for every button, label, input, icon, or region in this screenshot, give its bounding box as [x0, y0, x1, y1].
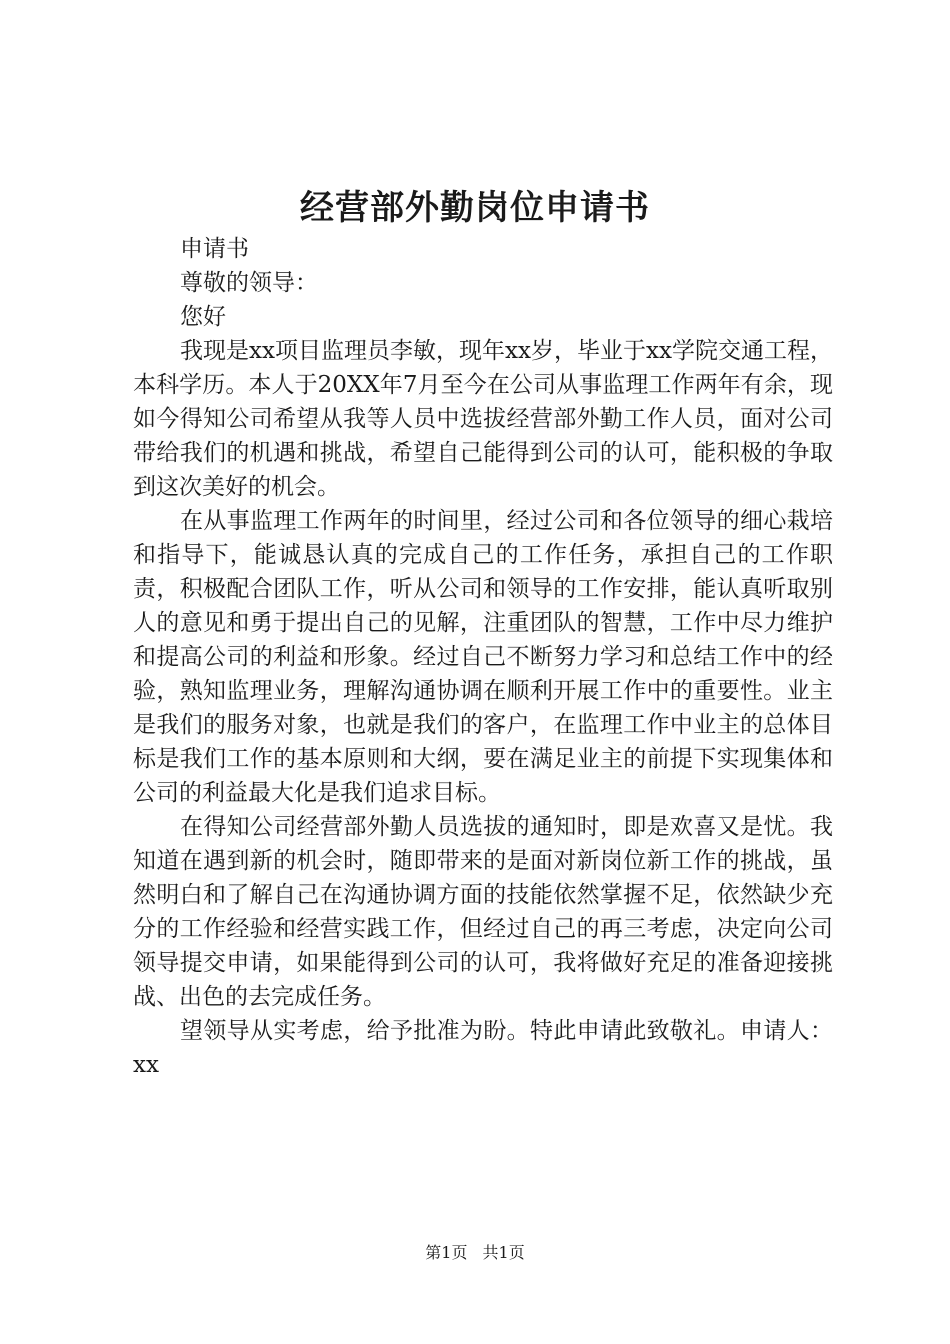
paragraph-closing: 望领导从实考虑，给予批准为盼。特此申请此致敬礼。申请人：xx: [133, 1018, 833, 1078]
paragraph-introduction: 我现是xx项目监理员李敏，现年xx岁，毕业于xx学院交通工程，本科学历。本人于20XX年7月至今在公司从事监理工作两年有余，现如今得知公司希望从我等人员中选拔经营部外勤工作人员，面对公司带给我们的机遇和挑战，希望自己能得到公司的认可，能积极的争取到这次美好的机会。: [133, 338, 833, 500]
paragraph-greeting: 您好: [180, 304, 226, 330]
page-total: 共1页: [482, 1243, 525, 1262]
paragraph-experience: 在从事监理工作两年的时间里，经过公司和各位领导的细心栽培和指导下，能诚恳认真的完成自己的工作任务，承担自己的工作职责，积极配合团队工作，听从公司和领导的工作安排，能认真听取别人的意见和勇于提出自己的见解，注重团队的智慧，工作中尽力维护和提高公司的利益和形象。经过自己不断努力学习和总结工作中的经验，熟知监理业务，理解沟通协调在顺利开展工作中的重要性。业主是我们的服务对象，也就是我们的客户，在监理工作中业主的总体目标是我们工作的基本原则和大纲，要在满足业主的前提下实现集体和公司的利益最大化是我们追求目标。: [133, 508, 833, 806]
document-body: [133, 232, 833, 1082]
document-title: 经营部外勤岗位申请书: [300, 188, 650, 228]
page-footer: [0, 1240, 950, 1263]
paragraph-motivation: 在得知公司经营部外勤人员选拔的通知时，即是欢喜又是忧。我知道在遇到新的机会时，随即带来的是面对新岗位新工作的挑战，虽然明白和了解自己在沟通协调方面的技能依然掌握不足，依然缺少充分的工作经验和经营实践工作，但经过自己的再三考虑，决定向公司领导提交申请，如果能得到公司的认可，我将做好充足的准备迎接挑战、出色的去完成任务。: [133, 814, 833, 1010]
paragraph-heading: 申请书: [180, 236, 249, 262]
paragraph-salutation: 尊敬的领导：: [180, 270, 318, 296]
page-number: 第1页: [425, 1243, 468, 1262]
